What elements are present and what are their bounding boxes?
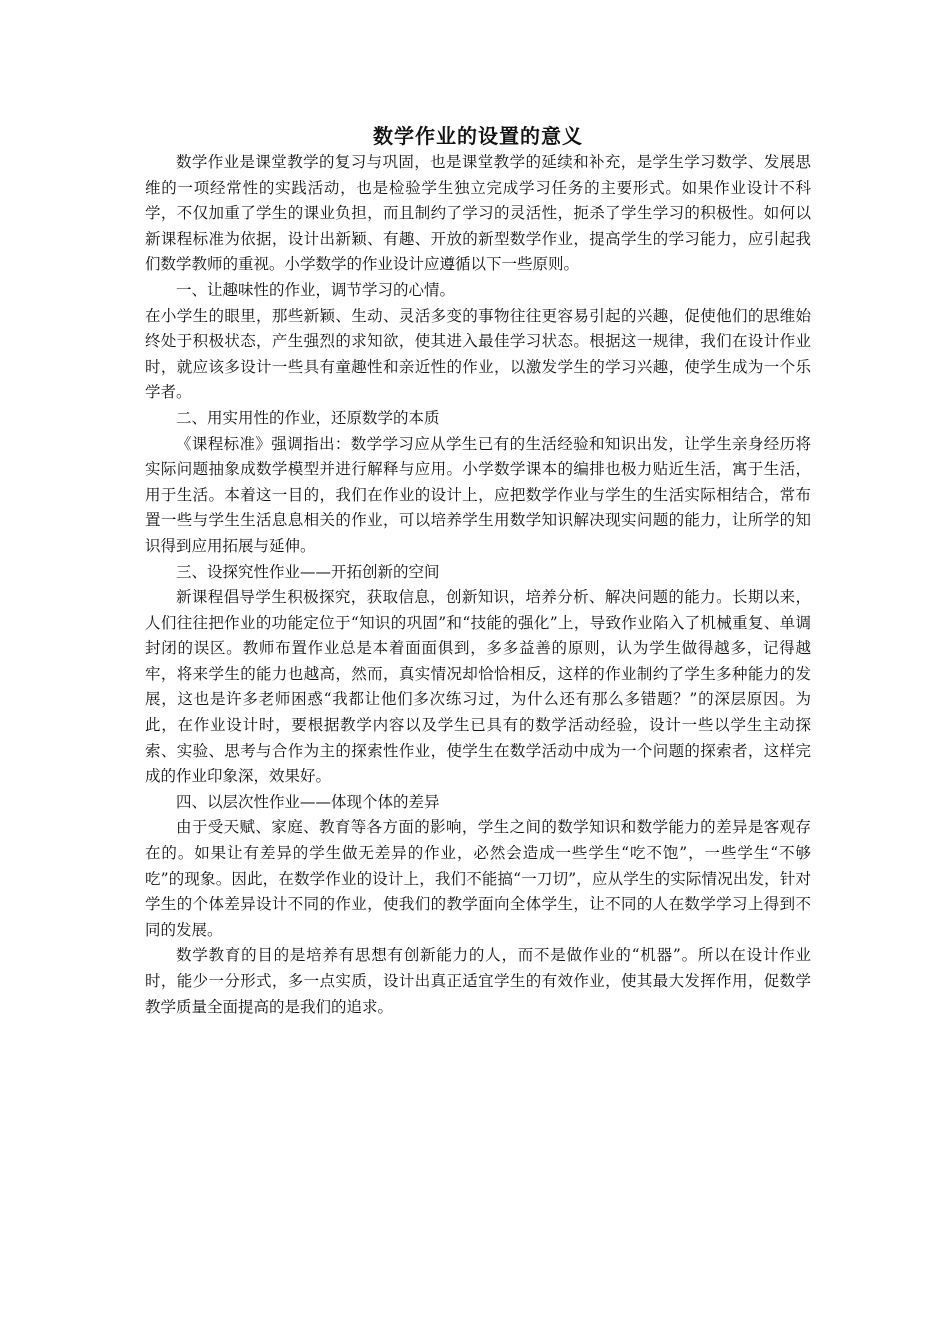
- document-content: [145, 122, 811, 1020]
- conclusion-paragraph: 数学教育的目的是培养有思想有创新能力的人，而不是做作业的“机器”。所以在设计作业时，能少一分形式，多一点实质，设计出真正适宜学生的有效作业，使其最大发挥作用，促数学教学质量全面提高的是我们的追求。: [145, 946, 811, 1016]
- document-title: 数学作业的设置的意义: [373, 124, 583, 148]
- section-heading-1: 一、让趣味性的作业，调节学习的心情。: [176, 280, 456, 299]
- section-body-3: 新课程倡导学生积极探究，获取信息，创新知识，培养分析、解决问题的能力。长期以来，人们往往把作业的功能定位于“知识的巩固”和“技能的强化”上，导致作业陷入了机械重复、单调封闭的误区。教师布置作业总是本着面面俱到，多多益善的原则，认为学生做得越多，记得越牢，将来学生的能力也越高，然而，真实情况却恰恰相反，这样的作业制约了学生多种能力的发展，这也是许多老师困惑“我都让他们多次练习过，为什么还有那么多错题？”的深层原因。为此，在作业设计时，要根据教学内容以及学生已具有的数学活动经验，设计一些以学生主动探索、实验、思考与合作为主的探索性作业，使学生在数学活动中成为一个问题的探索者，这样完成的作业印象深，效果好。: [145, 588, 811, 786]
- section-heading-2: 二、用实用性的作业，还原数学的本质: [176, 408, 440, 427]
- section-heading-3: 三、设探究性作业——开拓创新的空间: [176, 562, 440, 581]
- section-body-2: 《课程标准》强调指出：数学学习应从学生已有的生活经验和知识出发，让学生亲身经历将实际问题抽象成数学模型并进行解释与应用。小学数学课本的编排也极力贴近生活，寓于生活，用于生活。本着这一目的，我们在作业的设计上，应把数学作业与学生的生活实际相结合，常布置一些与学生生活息息相关的作业，可以培养学生用数学知识解决现实问题的能力，让所学的知识得到应用拓展与延伸。: [145, 434, 811, 555]
- section-heading-4: 四、以层次性作业——体现个体的差异: [176, 792, 440, 811]
- section-body-1: 在小学生的眼里，那些新颖、生动、灵活多变的事物往往更容易引起的兴趣，促使他们的思维始终处于积极状态，产生强烈的求知欲，使其进入最佳学习状态。根据这一规律，我们在设计作业时，就应该多设计一些具有童趣性和亲近性的作业，以激发学生的学习兴趣，使学生成为一个乐学者。: [145, 306, 811, 402]
- section-body-4: 由于受天赋、家庭、教育等各方面的影响，学生之间的数学知识和数学能力的差异是客观存在的。如果让有差异的学生做无差异的作业，必然会造成一些学生“吃不饱”，一些学生“不够吃”的现象。因此，在数学作业的设计上，我们不能搞“一刀切”，应从学生的实际情况出发，针对学生的个体差异设计不同的作业，使我们的教学面向全体学生，让不同的人在数学学习上得到不同的发展。: [145, 818, 811, 939]
- intro-paragraph: 数学作业是课堂教学的复习与巩固，也是课堂教学的延续和补充，是学生学习数学、发展思维的一项经常性的实践活动，也是检验学生独立完成学习任务的主要形式。如果作业设计不科学，不仅加重了学生的课业负担，而且制约了学习的灵活性，扼杀了学生学习的积极性。如何以新课程标准为依据，设计出新颖、有趣、开放的新型数学作业，提高学生的学习能力，应引起我们数学教师的重视。小学数学的作业设计应遵循以下一些原则。: [145, 153, 811, 274]
